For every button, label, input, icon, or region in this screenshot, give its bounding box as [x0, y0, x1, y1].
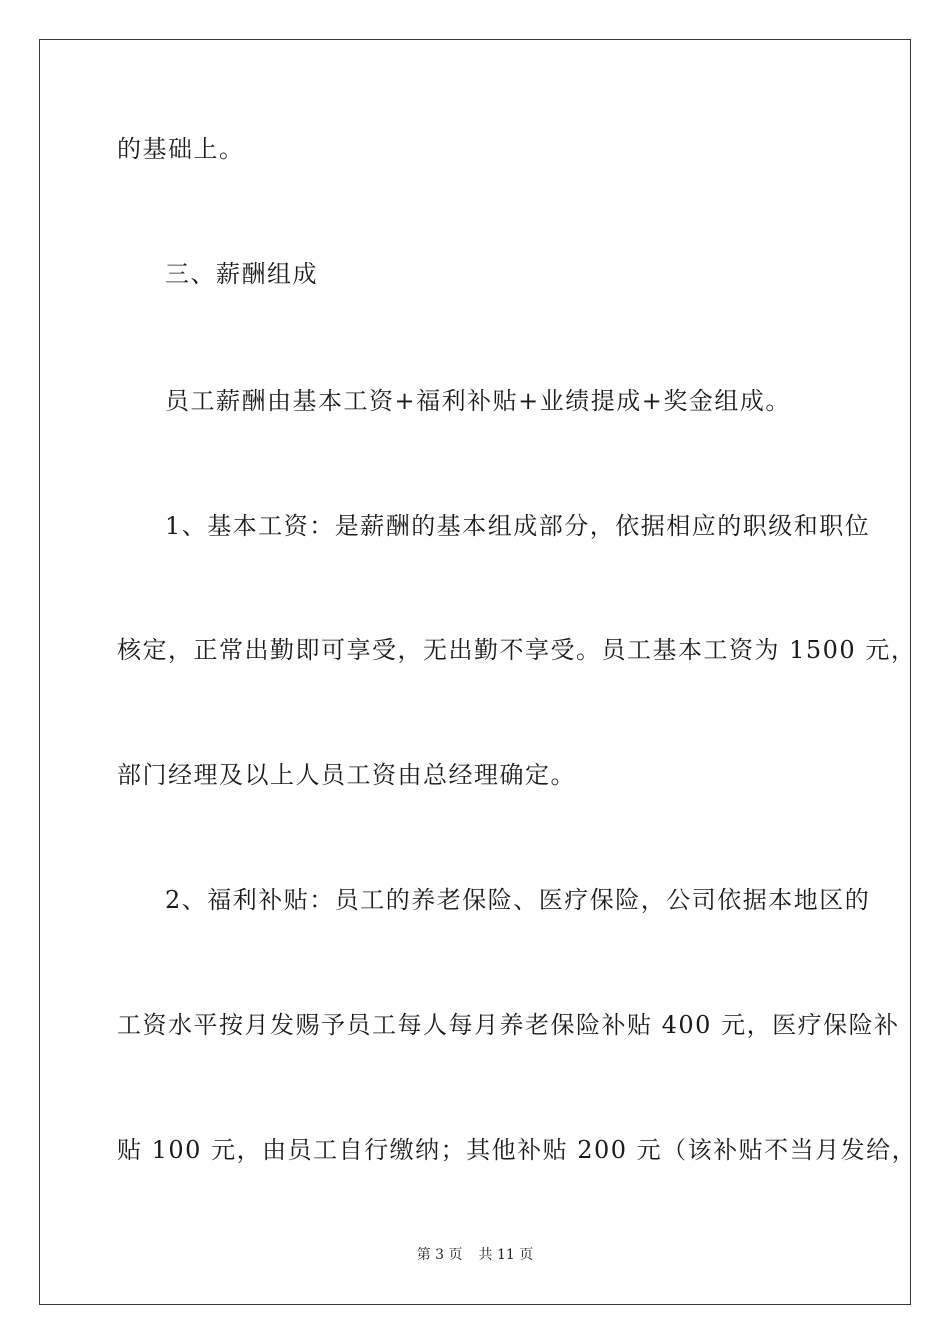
paragraph-welfare-line-2: 工资水平按月发赐予员工每人每月养老保险补贴 400 元，医疗保险补 — [117, 1011, 900, 1039]
page-footer — [0, 1246, 950, 1264]
page-number-current: 第 3 页 — [416, 1247, 463, 1263]
paragraph-basic-salary-line-1: 1、基本工资：是薪酬的基本组成部分，依据相应的职级和职位 — [165, 512, 871, 540]
section-heading-salary-composition: 三、薪酬组成 — [165, 260, 318, 288]
paragraph-welfare-line-3: 贴 100 元，由员工自行缴纳；其他补贴 200 元（该补贴不当月发给， — [117, 1136, 918, 1164]
paragraph-salary-overview: 员工薪酬由基本工资+福利补贴+业绩提成+奖金组成。 — [165, 387, 791, 415]
text-line-continuation: 的基础上。 — [117, 135, 245, 163]
page-number-total: 共 11 页 — [478, 1247, 534, 1263]
paragraph-welfare-line-1: 2、福利补贴：员工的养老保险、医疗保险，公司依据本地区的 — [165, 886, 871, 914]
paragraph-basic-salary-line-2: 核定，正常出勤即可享受，无出勤不享受。员工基本工资为 1500 元， — [117, 636, 917, 664]
page-border — [39, 39, 911, 1305]
paragraph-basic-salary-line-3: 部门经理及以上人员工资由总经理确定。 — [117, 761, 576, 789]
